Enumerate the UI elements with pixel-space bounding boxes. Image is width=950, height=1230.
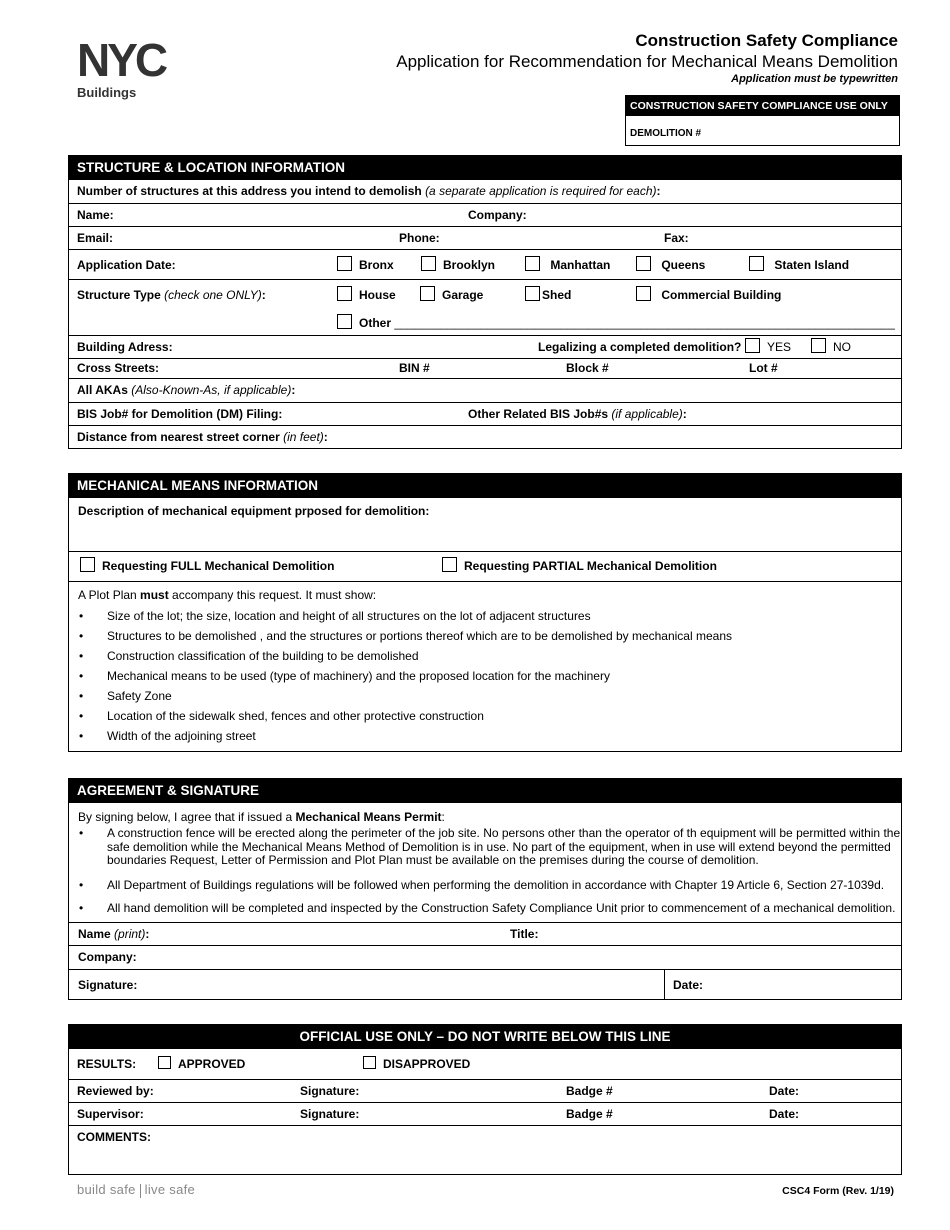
agreement-company-row xyxy=(69,945,901,969)
distance-row[interactable]: Distance from nearest street corner (in feet): xyxy=(69,425,901,448)
list-item: • A construction fence will be erected along the perimeter of the job site. No persons other than the operator of th equipment will be permitted within the safe demolition while the Mechanical Means Method of Demolition is in use. No part of the equipment, when in use will extend beyond the permitted boundaries Request, Letter of Permission and Plot Plan must be available on the premises during the course of demolition. xyxy=(69,827,901,868)
type-house[interactable]: House xyxy=(337,280,396,310)
results-label: RESULTS: xyxy=(77,1057,137,1071)
checkbox-icon[interactable] xyxy=(158,1056,171,1069)
checkbox-icon[interactable] xyxy=(442,557,457,572)
supervisor-badge-field[interactable]: Badge # xyxy=(566,1107,613,1121)
bin-field[interactable]: BIN # xyxy=(399,361,430,375)
checkbox-icon[interactable] xyxy=(337,256,352,271)
borough-bronx[interactable]: Bronx xyxy=(337,250,394,280)
cross-streets-field[interactable]: Cross Streets: xyxy=(77,361,160,375)
borough-manhattan[interactable]: Manhattan xyxy=(525,250,610,280)
list-item: • Width of the adjoining street xyxy=(69,729,901,743)
fax-field[interactable]: Fax: xyxy=(664,231,689,245)
signature-field[interactable]: Signature: xyxy=(78,978,138,992)
checkbox-icon[interactable] xyxy=(745,338,760,353)
comments-label: COMMENTS: xyxy=(77,1130,151,1144)
approved-option[interactable]: APPROVED xyxy=(158,1049,245,1079)
logo-subtitle: Buildings xyxy=(77,85,137,100)
signature-row xyxy=(69,969,901,999)
agreement-intro: By signing below, I agree that if issued a Mechanical Means Permit: xyxy=(78,810,445,824)
form-number: CSC4 Form (Rev. 1/19) xyxy=(782,1185,894,1197)
email-row xyxy=(69,226,901,249)
type-other[interactable]: Other ___________________________________________________________________________ xyxy=(337,308,895,338)
supervisor-row xyxy=(69,1102,901,1125)
list-item: • All Department of Buildings regulations will be followed when performing the demolition in accordance with Chapter 19 Article 6, Section 27-1039d. xyxy=(69,878,901,892)
other-line[interactable]: ___________________________________________________________________________ xyxy=(394,316,895,330)
num-structures-row[interactable]: Number of structures at this address you intend to demolish (a separate application is required for each): xyxy=(77,184,661,198)
checkbox-icon[interactable] xyxy=(525,286,540,301)
other-bis-field[interactable]: Other Related BIS Job#s (if applicable): xyxy=(468,407,687,421)
supervisor-date-field[interactable]: Date: xyxy=(769,1107,800,1121)
title-field[interactable]: Title: xyxy=(510,927,539,941)
name-company-row xyxy=(69,203,901,226)
name-field[interactable]: Name: xyxy=(77,208,114,222)
checkbox-icon[interactable] xyxy=(337,314,352,329)
form-note: Application must be typewritten xyxy=(731,73,898,85)
divider xyxy=(664,970,665,999)
official-use-section xyxy=(68,1024,902,1175)
structure-location-section xyxy=(68,155,902,449)
akas-row[interactable]: All AKAs (Also-Known-As, if applicable): xyxy=(69,378,901,402)
list-item: • Size of the lot; the size, location and height of all structures on the lot of adjacent structures xyxy=(69,609,901,623)
description-label: Description of mechanical equipment prposed for demolition: xyxy=(78,504,430,518)
type-garage[interactable]: Garage xyxy=(420,280,483,310)
request-full[interactable]: Requesting FULL Mechanical Demolition xyxy=(80,552,334,580)
reviewed-by-field[interactable]: Reviewed by: xyxy=(77,1084,154,1098)
list-item: • Mechanical means to be used (type of machinery) and the proposed location for the machinery xyxy=(69,669,901,683)
structure-type-label: Structure Type (check one ONLY): xyxy=(77,288,266,302)
print-name-field[interactable]: Name (print): xyxy=(78,927,150,941)
supervisor-field[interactable]: Supervisor: xyxy=(77,1107,144,1121)
section-heading: OFFICIAL USE ONLY – DO NOT WRITE BELOW THIS LINE xyxy=(69,1025,901,1049)
use-only-box xyxy=(625,95,900,146)
legalizing-yes[interactable]: YES xyxy=(745,336,791,358)
list-item: • Construction classification of the building to be demolished xyxy=(69,649,901,663)
section-heading: STRUCTURE & LOCATION INFORMATION xyxy=(69,156,901,180)
checkbox-icon[interactable] xyxy=(421,256,436,271)
section-heading: MECHANICAL MEANS INFORMATION xyxy=(69,474,901,498)
form-title: Construction Safety Compliance xyxy=(635,31,898,50)
app-date-row xyxy=(69,249,901,279)
checkbox-icon[interactable] xyxy=(525,256,540,271)
building-address-row xyxy=(69,335,901,358)
borough-staten-island[interactable]: Staten Island xyxy=(749,250,849,280)
request-partial[interactable]: Requesting PARTIAL Mechanical Demolition xyxy=(442,552,717,580)
bis-job-field[interactable]: BIS Job# for Demolition (DM) Filing: xyxy=(77,407,283,421)
checkbox-icon[interactable] xyxy=(749,256,764,271)
legalizing-label: Legalizing a completed demolition? xyxy=(538,340,742,354)
comments-row[interactable] xyxy=(69,1125,901,1174)
plot-plan-intro: A Plot Plan must accompany this request. It must show: xyxy=(78,588,377,602)
checkbox-icon[interactable] xyxy=(337,286,352,301)
use-only-title: CONSTRUCTION SAFETY COMPLIANCE USE ONLY xyxy=(626,96,899,116)
date-field[interactable]: Date: xyxy=(673,978,704,992)
email-field[interactable]: Email: xyxy=(77,231,114,245)
list-item: • Structures to be demolished , and the structures or portions thereof which are to be demolished by mechanical means xyxy=(69,629,901,643)
reviewer-badge-field[interactable]: Badge # xyxy=(566,1084,613,1098)
checkbox-icon[interactable] xyxy=(420,286,435,301)
borough-brooklyn[interactable]: Brooklyn xyxy=(421,250,495,280)
form-header xyxy=(396,31,898,85)
app-date-field[interactable]: Application Date: xyxy=(77,258,176,272)
slogan: build safe live safe xyxy=(77,1182,196,1197)
section-heading: AGREEMENT & SIGNATURE xyxy=(69,779,901,803)
supervisor-signature-field[interactable]: Signature: xyxy=(300,1107,360,1121)
checkbox-icon[interactable] xyxy=(363,1056,376,1069)
form-subtitle: Application for Recommendation for Mechanical Means Demolition xyxy=(396,52,898,71)
list-item: • Safety Zone xyxy=(69,689,901,703)
reviewer-signature-field[interactable]: Signature: xyxy=(300,1084,360,1098)
reviewed-row xyxy=(69,1079,901,1102)
list-item: • All hand demolition will be completed and inspected by the Construction Safety Compliance Unit prior to commencement of a mechanical demolition. xyxy=(69,901,901,915)
mechanical-means-section xyxy=(68,473,902,752)
divider xyxy=(140,1184,141,1198)
building-address-field[interactable]: Building Adress: xyxy=(77,340,173,354)
name-title-row xyxy=(69,922,901,945)
phone-field[interactable]: Phone: xyxy=(399,231,440,245)
plot-plan-block xyxy=(69,581,901,751)
demolition-number-field[interactable]: DEMOLITION # xyxy=(630,128,702,139)
borough-queens[interactable]: Queens xyxy=(636,250,705,280)
bis-job-row xyxy=(69,402,901,425)
agreement-company-field[interactable]: Company: xyxy=(78,950,137,964)
nyc-buildings-logo xyxy=(77,38,199,100)
structure-type-row xyxy=(69,279,901,335)
request-type-row xyxy=(69,551,901,581)
list-item: • Location of the sidewalk shed, fences and other protective construction xyxy=(69,709,901,723)
reviewer-date-field[interactable]: Date: xyxy=(769,1084,800,1098)
nyc-logo-mark xyxy=(77,38,199,80)
agreement-section xyxy=(68,778,902,1000)
block-field[interactable]: Block # xyxy=(566,361,609,375)
checkbox-icon[interactable] xyxy=(811,338,826,353)
type-shed[interactable]: Shed xyxy=(525,280,571,310)
checkbox-icon[interactable] xyxy=(636,286,651,301)
disapproved-option[interactable]: DISAPPROVED xyxy=(363,1049,470,1079)
agreement-terms xyxy=(69,803,901,922)
company-field[interactable]: Company: xyxy=(468,208,527,222)
lot-field[interactable]: Lot # xyxy=(749,361,778,375)
description-row[interactable] xyxy=(69,498,901,551)
results-row xyxy=(69,1049,901,1079)
legalizing-no[interactable]: NO xyxy=(811,336,851,358)
svg-text:NYC: NYC xyxy=(77,38,166,80)
type-commercial[interactable]: Commercial Building xyxy=(636,280,781,310)
checkbox-icon[interactable] xyxy=(636,256,651,271)
cross-streets-row xyxy=(69,358,901,378)
checkbox-icon[interactable] xyxy=(80,557,95,572)
